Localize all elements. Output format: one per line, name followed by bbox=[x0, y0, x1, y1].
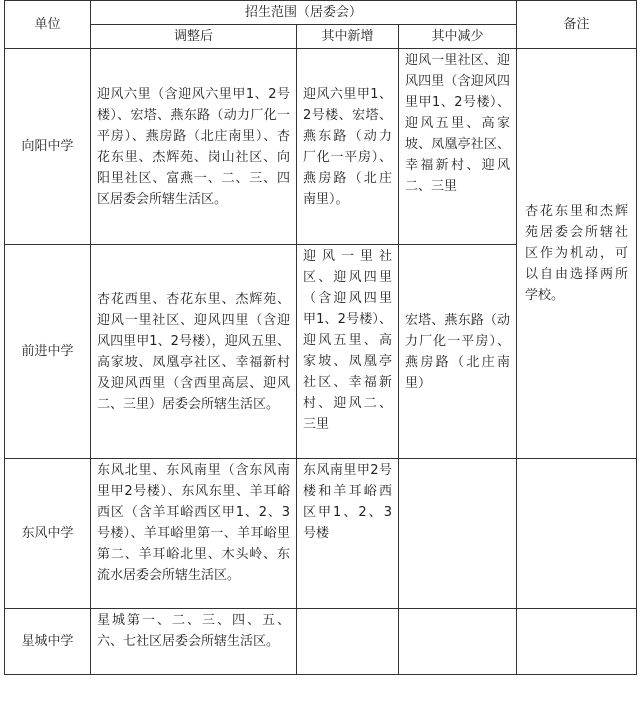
note-text: 杏花东里和杰辉苑居委会所辖社区作为机动，可以自由选择两所学校。 bbox=[517, 49, 637, 459]
enrollment-range-table bbox=[4, 0, 637, 675]
header-unit: 单位 bbox=[5, 1, 91, 49]
note-empty bbox=[517, 459, 637, 609]
reduced-range: 宏塔、燕东路（动力厂化一平房）、燕房路（北庄南里） bbox=[399, 245, 517, 459]
unit-name: 东风中学 bbox=[5, 459, 91, 609]
added-range: 东风南里甲2号楼和羊耳峪西区甲1、2、3号楼 bbox=[297, 459, 399, 609]
header-adjusted: 调整后 bbox=[91, 25, 297, 49]
adjusted-range: 星城第一、二、三、四、五、六、七社区居委会所辖生活区。 bbox=[91, 609, 297, 675]
header-note: 备注 bbox=[517, 1, 637, 49]
unit-name: 向阳中学 bbox=[5, 49, 91, 245]
header-added: 其中新增 bbox=[297, 25, 399, 49]
reduced-range bbox=[399, 609, 517, 675]
adjusted-range: 东风北里、东风南里（含东风南里甲2号楼）、东风东里、羊耳峪西区（含羊耳峪西区甲1、2、3号楼）、羊耳峪里第一、羊耳峪里第二、羊耳峪北里、木头岭、东流水居委会所辖生活区。 bbox=[91, 459, 297, 609]
reduced-range bbox=[399, 459, 517, 609]
adjusted-range: 迎风六里（含迎风六里甲1、2号楼）、宏塔、燕东路（动力厂化一平房）、燕房路（北庄南里）、杏花东里、杰辉苑、岗山社区、向阳里社区、富燕一、二、三、四区居委会所辖生活区。 bbox=[91, 49, 297, 245]
adjusted-range: 杏花西里、杏花东里、杰辉苑、迎风一里社区、迎风四里（含迎风四里甲1、2号楼），迎风五里、高家坡、凤凰亭社区、幸福新村及迎风西里（含西里高层、迎风二、三里）居委会所辖生活区。 bbox=[91, 245, 297, 459]
table-row bbox=[5, 49, 637, 245]
added-range: 迎风六里甲1、2号楼、宏塔、燕东路（动力厂化一平房）、燕房路（北庄南里）。 bbox=[297, 49, 399, 245]
reduced-range: 迎风一里社区、迎风四里（含迎风四里甲1、2号楼）、迎风五里、高家坡、凤凰亭社区、幸福新村、迎风二、三里 bbox=[399, 49, 517, 245]
added-range: 迎风一里社区、迎风四里（含迎风四里甲1、2号楼）、迎风五里、高家坡、凤凰亭社区、幸福新村、迎风二、三里 bbox=[297, 245, 399, 459]
added-range bbox=[297, 609, 399, 675]
unit-name: 前进中学 bbox=[5, 245, 91, 459]
table-row bbox=[5, 609, 637, 675]
table-row bbox=[5, 459, 637, 609]
note-empty bbox=[517, 609, 637, 675]
header-enrollment-range: 招生范围（居委会） bbox=[91, 1, 517, 25]
unit-name: 星城中学 bbox=[5, 609, 91, 675]
header-reduced: 其中减少 bbox=[399, 25, 517, 49]
